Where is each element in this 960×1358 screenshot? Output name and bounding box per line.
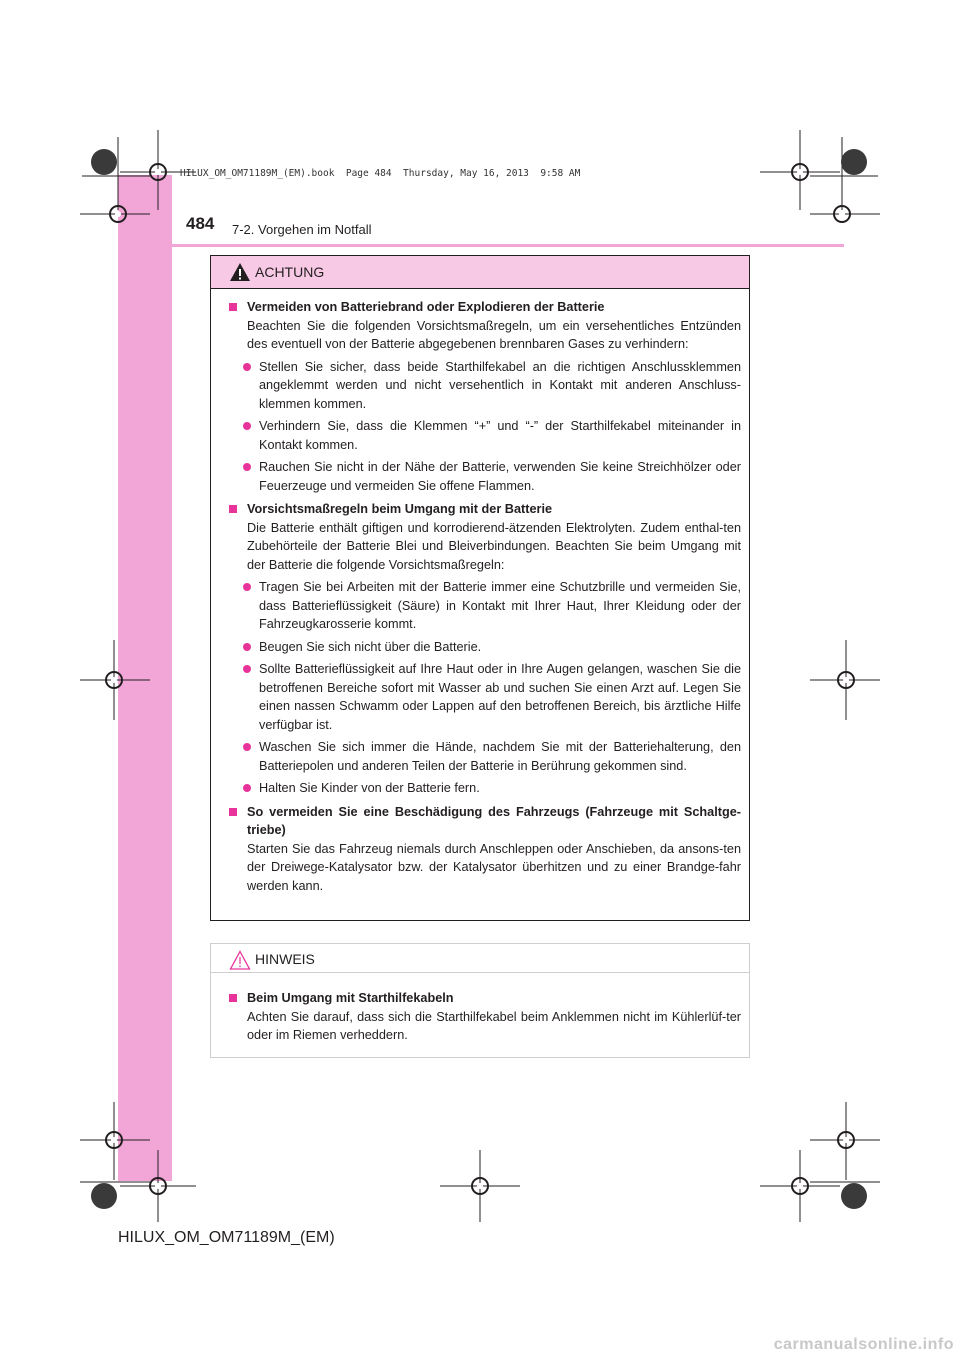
bullet-dot bbox=[243, 743, 251, 751]
warning-header bbox=[211, 256, 749, 289]
bullet-list bbox=[229, 358, 741, 496]
bullet-dot bbox=[243, 463, 251, 471]
list-item-text: Beugen Sie sich nicht über die Batterie. bbox=[259, 639, 482, 654]
list-item-text: Rauchen Sie nicht in der Nähe der Batterie, verwenden Sie keine Streichhölzer oder Feuerzeuge und vermeiden Sie offene Flammen. bbox=[259, 460, 741, 493]
watermark: carmanualsonline.info bbox=[773, 1336, 954, 1353]
book-file-info: HILUX_OM_OM71189M_(EM).book Page 484 Thursday, May 16, 2013 9:58 AM bbox=[180, 168, 581, 179]
warning-triangle-icon bbox=[229, 262, 251, 282]
bullet-dot bbox=[243, 583, 251, 591]
list-item bbox=[229, 638, 741, 657]
warning-section bbox=[229, 500, 741, 798]
section-title: 7-2. Vorgehen im Notfall bbox=[232, 222, 372, 237]
hint-header bbox=[211, 944, 749, 973]
list-item bbox=[229, 458, 741, 495]
section-body: Achten Sie darauf, dass sich die Starthilfekabel beim Anklemmen nicht im Kühlerlüf-ter oder im Riemen verheddern. bbox=[247, 1009, 741, 1042]
list-item bbox=[229, 779, 741, 798]
section-square-bullet bbox=[229, 505, 237, 513]
bullet-dot bbox=[243, 784, 251, 792]
section-square-bullet bbox=[229, 994, 237, 1002]
list-item-text: Waschen Sie sich immer die Hände, nachdem Sie mit der Batteriehalterung, den Batteriepolen und anderen Teilen der Batterie in Berührung gekommen sind. bbox=[259, 740, 741, 773]
warning-content bbox=[211, 289, 749, 895]
list-item bbox=[229, 417, 741, 454]
section-title-text: Vorsichtsmaßregeln beim Umgang mit der Batterie bbox=[247, 502, 553, 516]
section-body: Die Batterie enthält giftigen und korrodierend-ätzenden Elektrolyten. Zudem enthal-ten Zubehörteile der Batterie Blei und Bleiverbindungen. Beachten Sie beim Umgang mit der Batterie die folgende Vorsichtsmaßregeln: bbox=[247, 520, 741, 572]
list-item-text: Sollte Batterieflüssigkeit auf Ihre Haut oder in Ihre Augen gelangen, waschen Sie die betroffenen Bereiche sofort mit Wasser ab und suchen Sie einen Arzt auf. Legen Sie einen nassen Schwamm oder Lappen auf den betroffenen Bereich, bis ärztliche Hilfe verfügbar ist. bbox=[259, 662, 741, 732]
bullet-dot bbox=[243, 643, 251, 651]
section-square-bullet bbox=[229, 303, 237, 311]
list-item bbox=[229, 578, 741, 634]
hint-section bbox=[229, 989, 741, 1045]
hint-content bbox=[211, 973, 749, 1045]
bullet-dot bbox=[243, 363, 251, 371]
section-body: Starten Sie das Fahrzeug niemals durch Anschleppen oder Anschieben, da ansons-ten der Dreiwege-Katalysator bzw. der Katalysator überhitzen und zu einer Brandge-fahr werden kann. bbox=[247, 841, 741, 893]
list-item-text: Verhindern Sie, dass die Klemmen “+” und “-” der Starthilfekabel miteinander in Kontakt kommen. bbox=[259, 419, 741, 452]
list-item bbox=[229, 660, 741, 734]
hint-triangle-icon bbox=[229, 950, 251, 970]
bullet-dot bbox=[243, 665, 251, 673]
section-title-text: Vermeiden von Batteriebrand oder Explodieren der Batterie bbox=[247, 300, 605, 314]
hint-heading: HINWEIS bbox=[255, 951, 315, 967]
warning-section bbox=[229, 803, 741, 896]
hint-box bbox=[210, 943, 750, 1058]
warning-box bbox=[210, 255, 750, 921]
list-item-text: Stellen Sie sicher, dass beide Starthilfekabel an die richtigen Anschlussklemmen angeklemmt werden und nicht versehentlich in Kontakt mit anderen Anschluss-klemmen kommen. bbox=[259, 359, 741, 411]
section-square-bullet bbox=[229, 808, 237, 816]
footer-document-code: HILUX_OM_OM71189M_(EM) bbox=[118, 1229, 335, 1246]
section-title-text: So vermeiden Sie eine Beschädigung des Fahrzeugs (Fahrzeuge mit Schaltge-triebe) bbox=[247, 804, 741, 837]
warning-section bbox=[229, 298, 741, 495]
list-item bbox=[229, 358, 741, 414]
list-item bbox=[229, 738, 741, 775]
chapter-tab-bar bbox=[118, 175, 172, 1181]
header-rule bbox=[118, 244, 844, 247]
bullet-dot bbox=[243, 422, 251, 430]
section-title-text: Beim Umgang mit Starthilfekabeln bbox=[247, 991, 454, 1005]
section-body: Beachten Sie die folgenden Vorsichtsmaßregeln, um ein versehentliches Entzünden des eventuell von der Batterie abgegebenen brennbaren Gases zu verhindern: bbox=[247, 318, 741, 351]
page-number: 484 bbox=[186, 214, 215, 233]
list-item-text: Halten Sie Kinder von der Batterie fern. bbox=[259, 781, 480, 795]
bullet-list bbox=[229, 578, 741, 798]
warning-heading: ACHTUNG bbox=[255, 264, 325, 280]
list-item-text: Tragen Sie bei Arbeiten mit der Batterie immer eine Schutzbrille und vermeiden Sie, dass Batterieflüssigkeit (Säure) in Kontakt mit Ihrer Haut, Ihrer Kleidung oder der Fahrzeugkarosserie kommt. bbox=[259, 580, 741, 631]
